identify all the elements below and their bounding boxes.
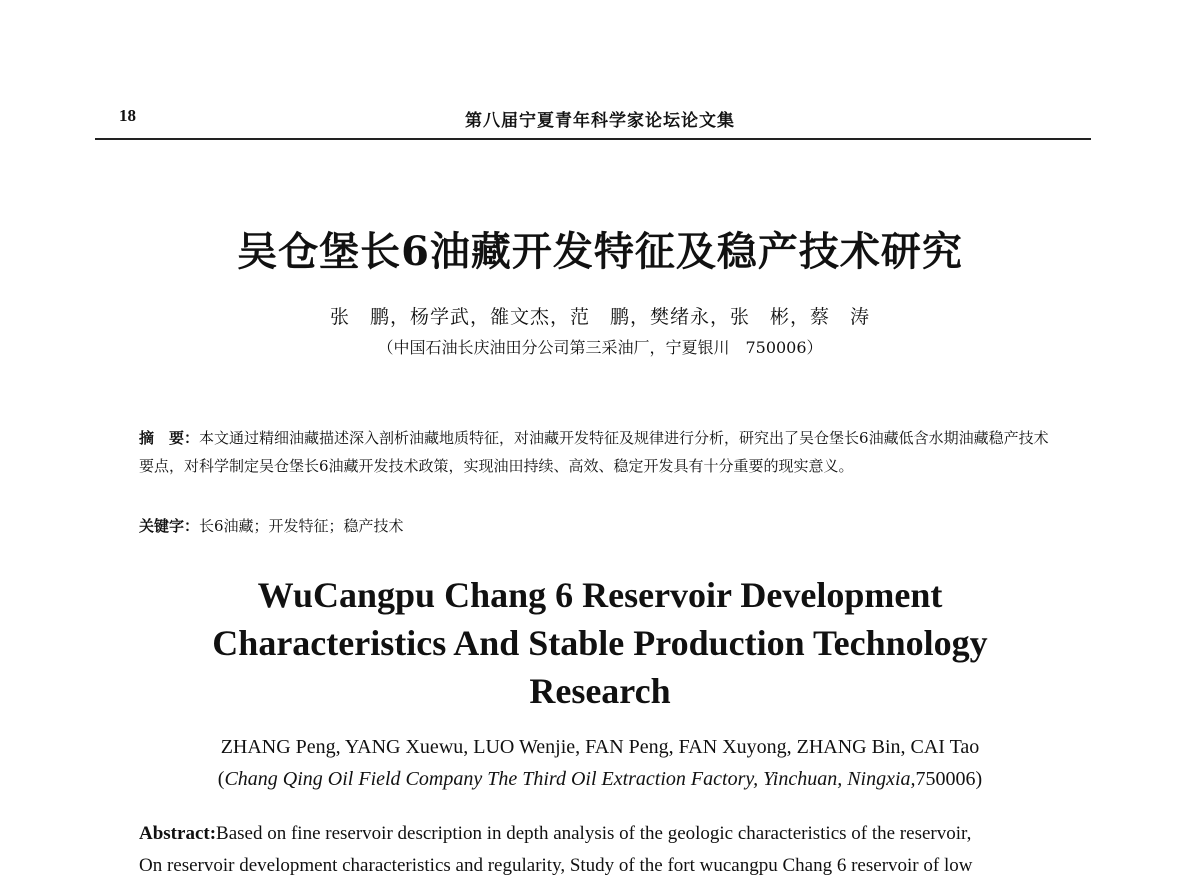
english-affiliation [0,768,1200,791]
header-rule [95,138,1091,140]
english-affiliation-open: ( [217,768,225,790]
chinese-abstract-label: 摘 要： [139,429,200,447]
english-title-line-3: Research [529,671,671,711]
english-authors: ZHANG Peng, YANG Xuewu, LUO Wenjie, FAN Peng, FAN Xuyong, ZHANG Bin, CAI Tao [220,736,980,758]
chinese-abstract-text: 本文通过精细油藏描述深入剖析油藏地质特征，对油藏开发特征及规律进行分析，研究出了吴仓堡长6油藏低含水期油藏稳产技术要点，对科学制定吴仓堡长6油藏开发技术政策，实现油田持续、高效、稳定开发具有十分重要的现实意义。 [139,429,1049,475]
english-affiliation-code: 750006) [915,768,983,790]
english-title [0,571,1200,715]
english-affiliation-text: Chang Qing Oil Field Company The Third Oil Extraction Factory, Yinchuan, Ningxia, [224,768,916,790]
english-title-line-1: WuCangpu Chang 6 Reservoir Development [257,575,943,615]
chinese-authors: 张 鹏，杨学武，雒文杰，范 鹏，樊绪永，张 彬，蔡 涛 [329,306,870,328]
english-abstract-line-2: On reservoir development characteristics and regularity, Study of the fort wucangpu Chang 6 reservoir of low [139,855,973,876]
chinese-abstract [139,424,1059,480]
chinese-affiliation: （中国石油长庆油田分公司第三采油厂，宁夏银川 750006） [377,338,823,357]
chinese-title: 吴仓堡长6油藏开发特征及稳产技术研究 [237,228,963,275]
chinese-keywords [139,512,1059,540]
running-header: 第八届宁夏青年科学家论坛论文集 [465,111,735,131]
english-abstract-line-1: Based on fine reservoir description in depth analysis of the geologic characteristics of the reservoir, [216,823,972,844]
chinese-keywords-text: 长6油藏；开发特征；稳产技术 [199,517,404,535]
english-abstract [139,818,1084,882]
english-title-line-2: Characteristics And Stable Production Technology [212,623,988,663]
english-abstract-label: Abstract: [139,823,217,844]
page-number: 18 [119,106,136,125]
chinese-keywords-label: 关键字： [139,517,200,535]
